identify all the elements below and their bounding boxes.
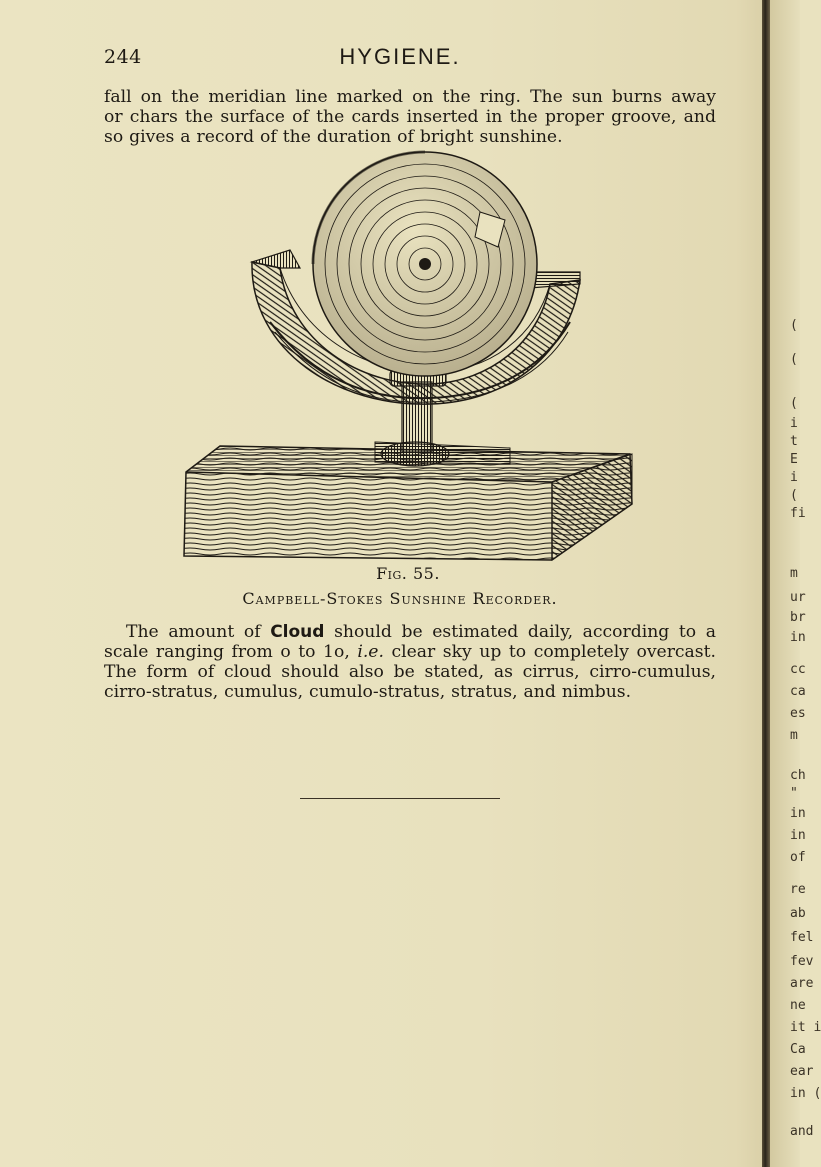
adjacent-page-fragment: in ( [790,1086,821,1101]
text-run: should be estimated daily, according to a [324,622,716,642]
adjacent-page-fragment: ( [790,352,798,367]
adjacent-page-fragment: ur [790,590,806,605]
text-run: The amount of [126,622,271,642]
adjacent-page-fragment: fi [790,506,806,521]
adjacent-page-fragment: m [790,566,798,581]
paragraph-line: so gives a record of the duration of bright sunshine. [104,127,563,147]
text-run: clear sky up to completely overcast. [383,642,716,662]
figure-caption: Campbell-Stokes Sunshine Recorder. [242,589,558,608]
paragraph-line [104,622,716,642]
adjacent-page-fragment: are [790,976,814,991]
paragraph-sunshine-record [104,87,716,147]
adjacent-page-fragment: m [790,728,798,743]
running-title: HYGIENE. [339,44,461,69]
adjacent-page-fragment: br [790,610,806,625]
ie-abbreviation: i.e. [357,642,384,662]
page-number: 244 [104,46,142,68]
adjacent-page-fragment: ab [790,906,806,921]
adjacent-page-fragment: es [790,706,806,721]
adjacent-page-fragment: and [790,1124,814,1139]
adjacent-page-fragment: ( [790,488,798,503]
pedestal-foot [375,442,510,466]
cloud-term: Cloud [270,622,325,642]
adjacent-page-fragment: in [790,630,806,645]
text-run: scale ranging from o to 1o, [104,642,358,662]
adjacent-page-fragment: t [790,434,798,449]
paragraph-line [104,642,716,662]
adjacent-page-fragment: E [790,452,798,467]
paragraph-line: cirro-stratus, cumulus, cumulo-stratus, stratus, and nimbus. [104,682,632,702]
adjacent-page-fragment: in [790,828,806,843]
section-divider [300,798,500,799]
adjacent-page-fragment: ( [790,318,798,333]
adjacent-page-fragment: it i [790,1020,821,1035]
adjacent-page-fragment: i [790,416,798,431]
adjacent-page-fragment: of [790,850,806,865]
paragraph-line: The form of cloud should also be stated, as cirrus, cirro-cumulus, [104,662,716,682]
adjacent-page-fragment: ear [790,1064,814,1079]
adjacent-page-fragment: fev [790,954,814,969]
adjacent-page-fragment: re [790,882,806,897]
figure-label: Fig. 55. [376,564,440,583]
adjacent-page-fragment: i [790,470,798,485]
adjacent-page-fragment: " [790,786,798,801]
paragraph-line: fall on the meridian line marked on the ring. The sun burns away [104,87,716,107]
adjacent-page-fragment: ch [790,768,806,783]
paragraph-cloud [104,622,716,702]
adjacent-page-fragment: in [790,806,806,821]
glass-sphere [313,152,537,376]
adjacent-page-fragment: ca [790,684,806,699]
adjacent-page-edge [770,0,821,1167]
adjacent-page-fragment: cc [790,662,806,677]
campbell-stokes-recorder-illustration [180,172,640,560]
adjacent-page-fragment: Ca [790,1042,806,1057]
adjacent-page-fragment: fel [790,930,814,945]
adjacent-page-fragment: ( [790,396,798,411]
paragraph-line: or chars the surface of the cards inserted in the proper groove, and [104,107,716,127]
book-spine [762,0,770,1167]
adjacent-page-fragment: ne [790,998,806,1013]
